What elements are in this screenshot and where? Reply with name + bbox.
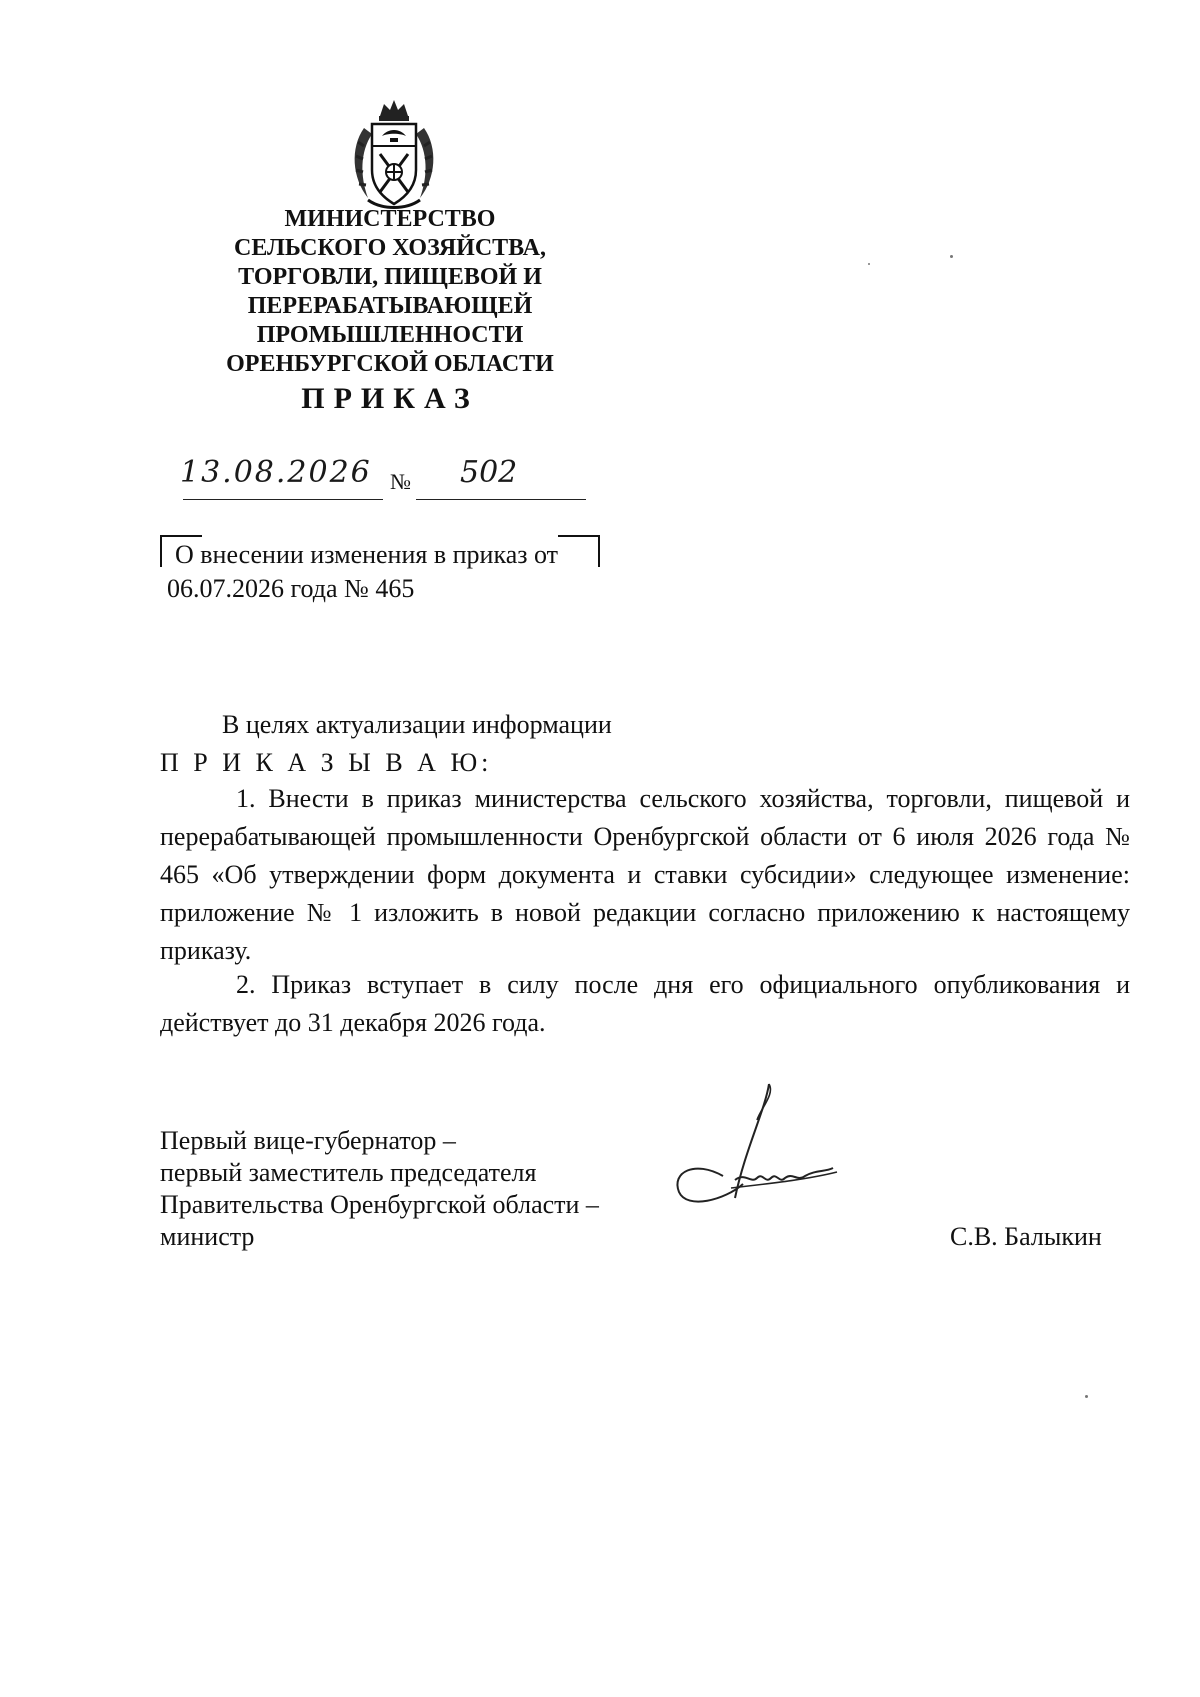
registration-line: [180, 455, 780, 505]
scan-speck: [868, 263, 870, 265]
preamble: В целях актуализации информации: [222, 710, 612, 739]
signatory-title-line: Правительства Оренбургской области –: [160, 1190, 599, 1219]
ministry-name-line: СЕЛЬСКОГО ХОЗЯЙСТВА,: [233, 235, 547, 261]
signatory-title-line: Первый вице-губернатор –: [160, 1126, 456, 1155]
date-underline: [183, 499, 383, 500]
ministry-name-line: ПРОМЫШЛЕННОСТИ: [256, 322, 524, 348]
handwritten-number: 502: [460, 455, 518, 490]
signatory-title-line: министр: [160, 1222, 255, 1251]
scan-speck: [1085, 1395, 1088, 1398]
document-type-title: ПРИКАЗ: [301, 382, 479, 415]
handwritten-signature-icon: [665, 1080, 845, 1220]
document-subject: [163, 538, 603, 606]
ministry-name-line: ПЕРЕРАБАТЫВАЮЩЕЙ: [247, 293, 533, 319]
subject-line: О внесении изменения в приказ от: [175, 540, 559, 569]
signatory-title-line: первый заместитель председателя: [160, 1158, 537, 1187]
order-item-2: 2. Приказ вступает в силу после дня его официального опубликования и действует до 31 декабря 2026 года.: [160, 970, 1130, 1037]
ministry-name-line: МИНИСТЕРСТВО: [284, 206, 496, 232]
scan-speck: [950, 255, 953, 258]
order-item-1: 1. Внести в приказ министерства сельского хозяйства, торговли, пищевой и перерабатывающей промышленности Оренбургской области от 6 июля 2026 года № 465 «Об утверждении форм документа и ставки субсидии» следующее изменение: приложение № 1 изложить в новой редакции согласно приложению к настоящему приказу.: [160, 784, 1130, 965]
signatory-name: С.В. Балыкин: [950, 1222, 1102, 1251]
signatory-title: [160, 1125, 680, 1253]
ministry-name-line: ОРЕНБУРГСКОЙ ОБЛАСТИ: [226, 351, 554, 377]
orders-heading: П Р И К А З Ы В А Ю:: [160, 748, 493, 777]
number-underline: [416, 499, 586, 500]
subject-line: 06.07.2026 года № 465: [167, 574, 415, 603]
coat-of-arms-icon: [346, 98, 442, 212]
handwritten-date: 13.08.2026: [180, 455, 372, 490]
ministry-name-line: ТОРГОВЛИ, ПИЩЕВОЙ И: [238, 264, 542, 290]
number-sign: №: [390, 469, 411, 494]
ministry-name: [190, 205, 590, 379]
